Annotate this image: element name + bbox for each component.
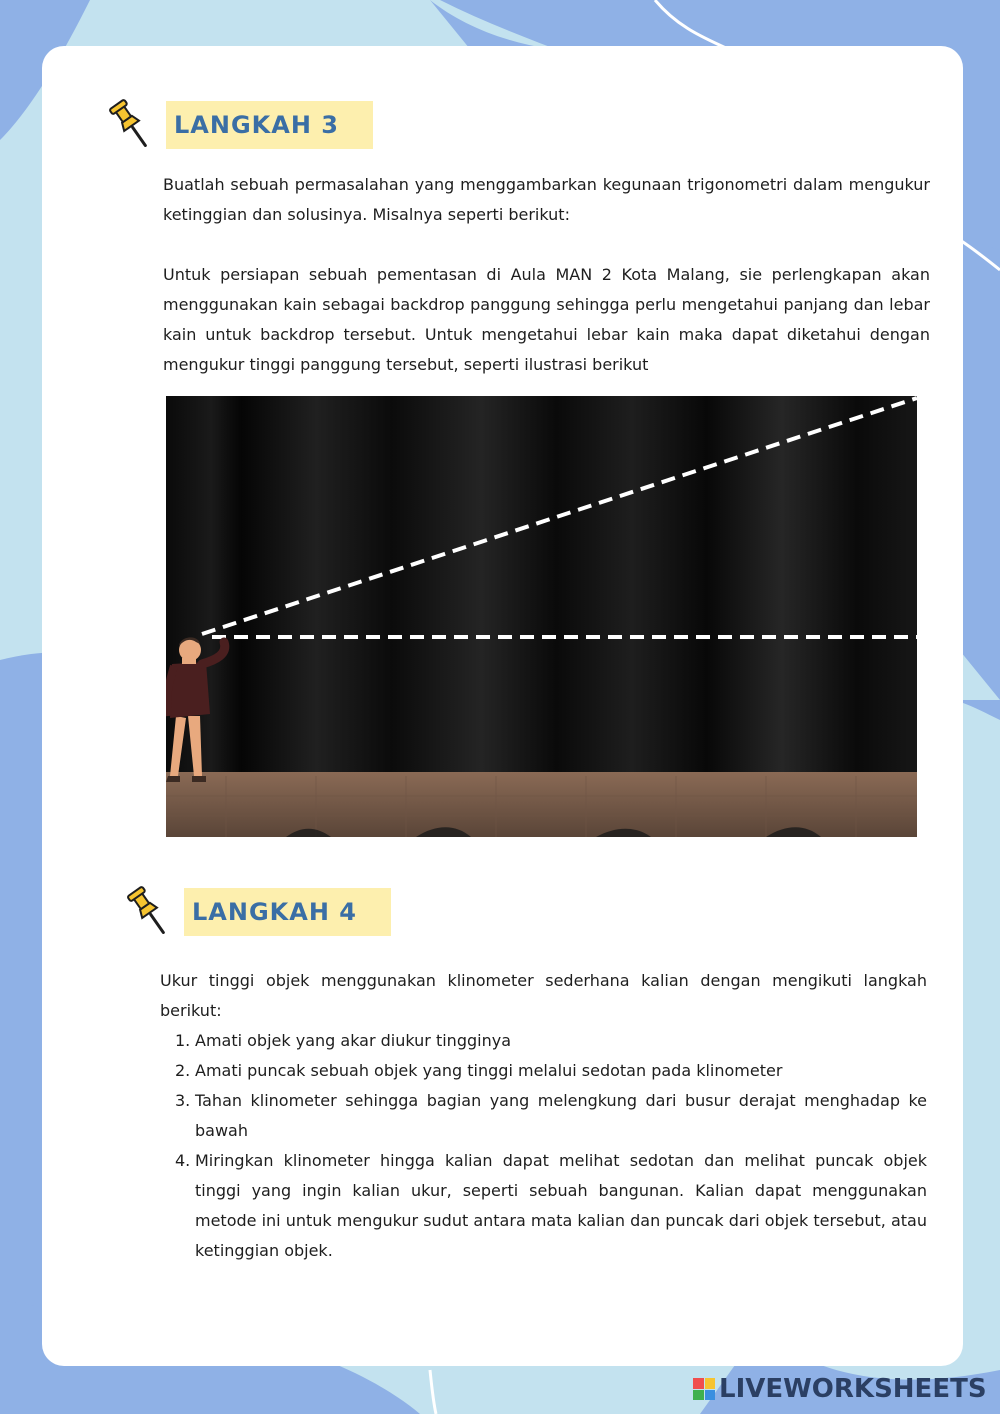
step3-title: LANGKAH 3	[166, 101, 373, 149]
list-item-text: Tahan klinometer sehingga bagian yang melengkung dari busur derajat menghadap ke bawah	[195, 1091, 927, 1140]
list-item	[175, 1146, 927, 1266]
list-item-text: Amati puncak sebuah objek yang tinggi melalui sedotan pada klinometer	[195, 1061, 783, 1080]
stage-curtain	[166, 396, 917, 776]
step4-header	[126, 885, 391, 939]
stage-floor	[166, 772, 917, 837]
pushpin-icon	[108, 98, 154, 152]
step3-header	[108, 98, 373, 152]
step3-intro: Buatlah sebuah permasalahan yang menggambarkan kegunaan trigonometri dalam mengukur ketinggian dan solusinya. Misalnya seperti berikut:	[163, 175, 930, 224]
liveworksheets-brand[interactable]	[693, 1374, 987, 1404]
list-item-number: 2.	[175, 1061, 191, 1080]
list-item	[175, 1026, 927, 1056]
list-item-text: Amati objek yang akar diukur tingginya	[195, 1031, 511, 1050]
step4-list	[175, 1026, 927, 1266]
brand-name: LIVEWORKSHEETS	[719, 1374, 987, 1404]
step4-intro: Ukur tinggi objek menggunakan klinometer sederhana kalian dengan mengikuti langkah berikut:	[160, 971, 927, 1020]
step3-text	[163, 170, 930, 380]
list-item-number: 4.	[175, 1151, 191, 1170]
list-item-number: 1.	[175, 1031, 191, 1050]
step3-problem: Untuk persiapan sebuah pementasan di Aula MAN 2 Kota Malang, sie perlengkapan akan menggunakan kain sebagai backdrop panggung sehingga perlu mengetahui panjang dan lebar kain untuk backdrop tersebut. Untuk mengetahui lebar kain maka dapat diketahui dengan mengukur tinggi panggung tersebut, seperti ilustrasi berikut	[163, 265, 930, 374]
list-item	[175, 1056, 927, 1086]
liveworksheets-logo-icon	[693, 1378, 715, 1400]
list-item-text: Miringkan klinometer hingga kalian dapat melihat sedotan dan melihat puncak objek tinggi yang ingin kalian ukur, seperti sebuah bangunan. Kalian dapat menggunakan metode ini untuk mengukur sudut antara mata kalian dan puncak dari objek tersebut, atau ketinggian objek.	[195, 1151, 927, 1260]
pushpin-icon	[126, 885, 172, 939]
stage-illustration	[166, 396, 917, 837]
list-item-number: 3.	[175, 1091, 191, 1110]
list-item	[175, 1086, 927, 1146]
step4-title: LANGKAH 4	[184, 888, 391, 936]
